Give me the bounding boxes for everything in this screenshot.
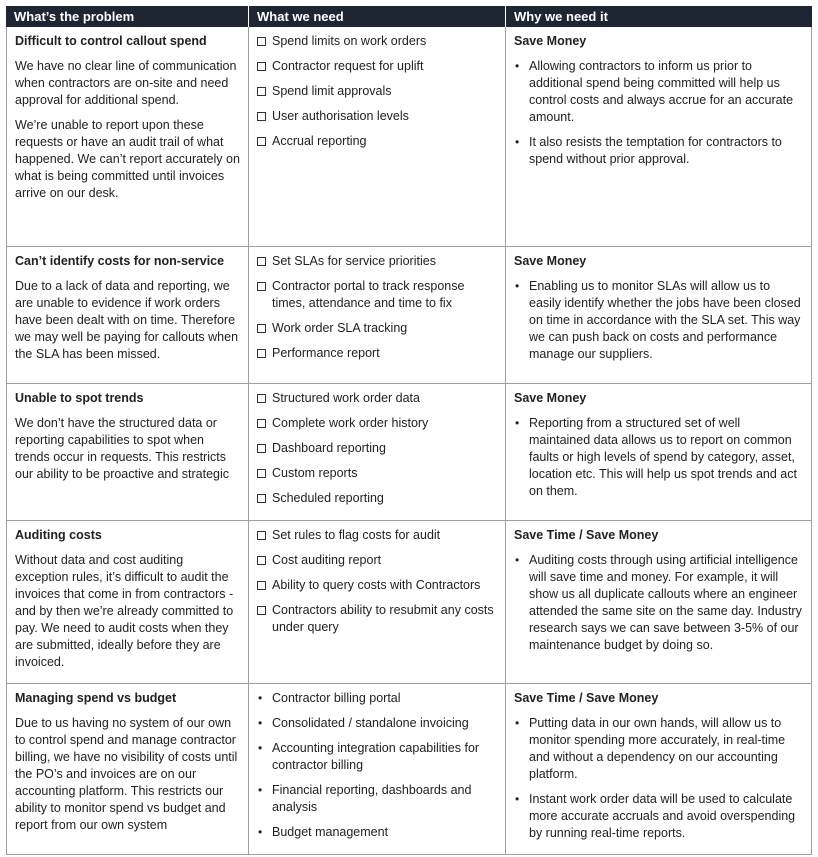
- need-cell: [249, 521, 506, 683]
- why-bullet-item: • Enabling us to monitor SLAs will allow us to easily identify whether the jobs have been closed on time in accordance with the SLA set. This way we can push back on costs and performance manage our suppliers.: [514, 278, 803, 363]
- problem-title: Managing spend vs budget: [15, 691, 177, 705]
- need-checkbox-item: Scheduled reporting: [257, 490, 497, 507]
- why-bullet-item: • It also resists the temptation for contractors to spend without prior approval.: [514, 134, 803, 168]
- why-cell: [506, 684, 812, 854]
- why-bullet-item: • Reporting from a structured set of well maintained data allows us to report on common faults or high levels of spend by category, asset, location etc. This will help us spot trends and act on them.: [514, 415, 803, 500]
- table-row: [6, 384, 812, 521]
- need-checkbox-item: Spend limits on work orders: [257, 33, 497, 50]
- problem-description: Without data and cost auditing exception rules, it’s difficult to audit the invoices that come in from contractors - and by then we’re already committed to pay. We need to audit costs when they are submitted, ideally before they are invoiced.: [15, 553, 234, 669]
- need-cell: [249, 384, 506, 520]
- need-cell: [249, 247, 506, 383]
- need-checkbox-item: Set rules to flag costs for audit: [257, 527, 497, 544]
- need-checkbox-item: Work order SLA tracking: [257, 320, 497, 337]
- why-list: [514, 715, 803, 842]
- need-bullet-item: • Budget management: [257, 824, 497, 841]
- need-list: [257, 33, 497, 150]
- need-checkbox-item: Ability to query costs with Contractors: [257, 577, 497, 594]
- requirements-table: [6, 6, 812, 855]
- need-checkbox-item: User authorisation levels: [257, 108, 497, 125]
- table-header: [6, 6, 812, 27]
- why-title: Save Time / Save Money: [514, 528, 659, 542]
- need-checkbox-item: Custom reports: [257, 465, 497, 482]
- why-title: Save Money: [514, 391, 587, 405]
- why-title: Save Time / Save Money: [514, 691, 659, 705]
- problem-description: Due to us having no system of our own to control spend and manage contractor billing, we have no visibility of costs until the PO’s and invoices are on our accounting platform. This restricts our ability to monitor spend vs budget and report from our own system: [15, 716, 238, 832]
- problem-title: Can’t identify costs for non-service: [15, 254, 225, 268]
- problem-description: Due to a lack of data and reporting, we are unable to evidence if work orders have been dealt with on time. Therefore we may well be paying for callouts when the SLA has been missed.: [15, 279, 239, 361]
- problem-description: We don’t have the structured data or reporting capabilities to spot when trends occur in requests. This restricts our ability to be proactive and strategic: [15, 416, 230, 481]
- why-bullet-item: • Allowing contractors to inform us prior to additional spend being committed will help us control costs and always accrue for an accurate amount.: [514, 58, 803, 126]
- why-list: [514, 58, 803, 168]
- need-cell: [249, 27, 506, 246]
- why-cell: [506, 521, 812, 683]
- problem-title: Unable to spot trends: [15, 391, 144, 405]
- header-need: What we need: [249, 6, 506, 27]
- why-list: [514, 552, 803, 654]
- why-list: [514, 278, 803, 363]
- why-cell: [506, 27, 812, 246]
- table-body: [6, 27, 812, 855]
- table-row: [6, 27, 812, 247]
- problem-description: We have no clear line of communication when contractors are on-site and need approval for additional spend.: [15, 59, 237, 107]
- problem-cell: [6, 521, 249, 683]
- why-cell: [506, 384, 812, 520]
- why-cell: [506, 247, 812, 383]
- header-why: Why we need it: [514, 9, 608, 24]
- need-checkbox-item: Accrual reporting: [257, 133, 497, 150]
- problem-cell: [6, 247, 249, 383]
- table-row: [6, 247, 812, 384]
- header-problem: What’s the problem: [6, 6, 249, 27]
- need-checkbox-item: Contractor request for uplift: [257, 58, 497, 75]
- problem-cell: [6, 384, 249, 520]
- need-checkbox-item: Set SLAs for service priorities: [257, 253, 497, 270]
- why-bullet-item: • Instant work order data will be used to calculate more accurate accruals and avoid overspending by running real-time reports.: [514, 791, 803, 842]
- problem-title: Auditing costs: [15, 528, 102, 542]
- need-bullet-item: • Financial reporting, dashboards and analysis: [257, 782, 497, 816]
- need-checkbox-item: Structured work order data: [257, 390, 497, 407]
- need-checkbox-item: Spend limit approvals: [257, 83, 497, 100]
- need-checkbox-item: Contractors ability to resubmit any costs under query: [257, 602, 497, 636]
- need-list: [257, 527, 497, 636]
- need-list: [257, 390, 497, 507]
- need-bullet-item: • Contractor billing portal: [257, 690, 497, 707]
- problem-description: We’re unable to report upon these requests or have an audit trail of what happened. We can’t report accurately on what is being committed until invoices arrive on our desk.: [15, 118, 240, 200]
- table-row: [6, 684, 812, 855]
- need-bullet-item: • Consolidated / standalone invoicing: [257, 715, 497, 732]
- why-title: Save Money: [514, 254, 587, 268]
- need-bullet-item: • Accounting integration capabilities for contractor billing: [257, 740, 497, 774]
- problem-cell: [6, 684, 249, 854]
- problem-cell: [6, 27, 249, 246]
- problem-title: Difficult to control callout spend: [15, 34, 207, 48]
- why-bullet-item: • Putting data in our own hands, will allow us to monitor spending more accurately, in real-time and without a dependency on our accounting platform.: [514, 715, 803, 783]
- why-bullet-item: • Auditing costs through using artificial intelligence will save time and money. For example, it will show us all duplicate callouts where an engineer attended the same site on the same day. Industry research says we can save between 3-5% of our maintenance budget by doing so.: [514, 552, 803, 654]
- table-row: [6, 521, 812, 684]
- need-cell: [249, 684, 506, 854]
- need-checkbox-item: Complete work order history: [257, 415, 497, 432]
- need-checkbox-item: Contractor portal to track response times, attendance and time to fix: [257, 278, 497, 312]
- need-checkbox-item: Dashboard reporting: [257, 440, 497, 457]
- need-checkbox-item: Cost auditing report: [257, 552, 497, 569]
- need-list: [257, 253, 497, 362]
- why-list: [514, 415, 803, 500]
- need-checkbox-item: Performance report: [257, 345, 497, 362]
- why-title: Save Money: [514, 34, 587, 48]
- need-list: [257, 690, 497, 841]
